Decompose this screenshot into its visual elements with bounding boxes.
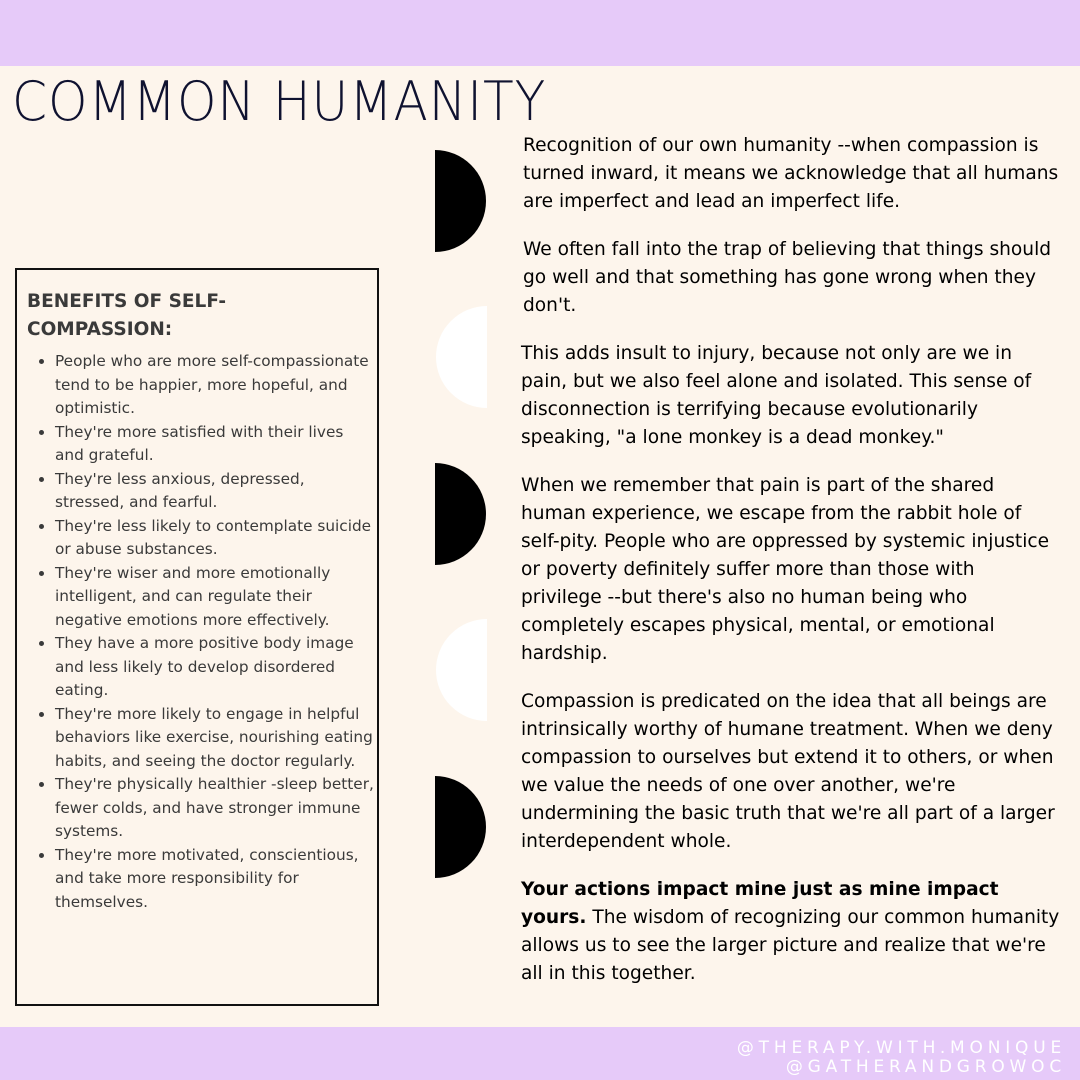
credit-handle: @GATHERANDGROWOC: [785, 1057, 1066, 1077]
closing-text: The wisdom of recognizing our common humanity allows us to see the larger picture and realize that we're all in this together.: [521, 907, 1060, 984]
credits: [737, 1039, 1066, 1077]
benefit-item: • People who are more self-compassionate tend to be happier, more hopeful, and optimistic.: [55, 350, 375, 421]
benefit-item: • They're more satisfied with their lives and grateful.: [55, 421, 375, 468]
paragraph: This adds insult to injury, because not only are we in pain, but we also feel alone and isolated. This sense of disconnection is terrifying because evolutionarily speaking, "a lone monkey is a dead monkey.": [521, 343, 1032, 448]
benefit-item: • They're wiser and more emotionally intelligent, and can regulate their negative emotions more effectively.: [55, 562, 375, 633]
benefit-item: • They're more likely to engage in helpful behaviors like exercise, nourishing eating habits, and seeing the doctor regularly.: [55, 703, 375, 774]
closing-emphasis: Your actions impact mine just as mine impact yours.: [521, 879, 999, 928]
benefit-item: • They're more motivated, conscientious, and take more responsibility for themselves.: [55, 844, 375, 915]
paragraph: We often fall into the trap of believing that things should go well and that something has gone wrong when they don't.: [523, 239, 1052, 316]
benefits-heading: BENEFITS OF SELF-COMPASSION:: [27, 291, 227, 340]
top-band: [0, 0, 1080, 66]
benefits-box: [15, 268, 379, 1006]
main-text: [521, 132, 1061, 1008]
paragraph: Compassion is predicated on the idea that all beings are intrinsically worthy of humane treatment. When we deny compassion to ourselves but extend it to others, or when we value the needs of one over another, we're undermining the basic truth that we're all part of a larger interdependent whole.: [521, 691, 1055, 852]
benefits-list: [27, 350, 375, 914]
paragraph: Recognition of our own humanity --when compassion is turned inward, it means we acknowledge that all humans are imperfect and lead an imperfect life.: [523, 135, 1059, 212]
benefit-item: • They have a more positive body image and less likely to develop disordered eating.: [55, 632, 375, 703]
paragraph: When we remember that pain is part of the shared human experience, we escape from the rabbit hole of self-pity. People who are oppressed by systemic injustice or poverty definitely suffer more than those with privilege --but there's also no human being who completely escapes physical, mental, or emotional hardship.: [521, 475, 1050, 664]
credit-handle: @THERAPY.WITH.MONIQUE: [736, 1038, 1066, 1058]
half-moon-icon-light: [435, 306, 488, 408]
half-moon-icon-dark: [435, 463, 488, 565]
page-title: COMMON HUMANITY: [12, 70, 547, 133]
benefit-item: • They're less likely to contemplate suicide or abuse substances.: [55, 515, 375, 562]
closing-paragraph: [521, 876, 1061, 988]
benefit-item: • They're less anxious, depressed, stressed, and fearful.: [55, 468, 375, 515]
half-moon-icon-light: [435, 619, 488, 721]
half-moon-icon-dark: [435, 150, 488, 252]
benefit-item: • They're physically healthier -sleep better, fewer colds, and have stronger immune systems.: [55, 773, 375, 844]
half-moon-icon-dark: [435, 776, 488, 878]
